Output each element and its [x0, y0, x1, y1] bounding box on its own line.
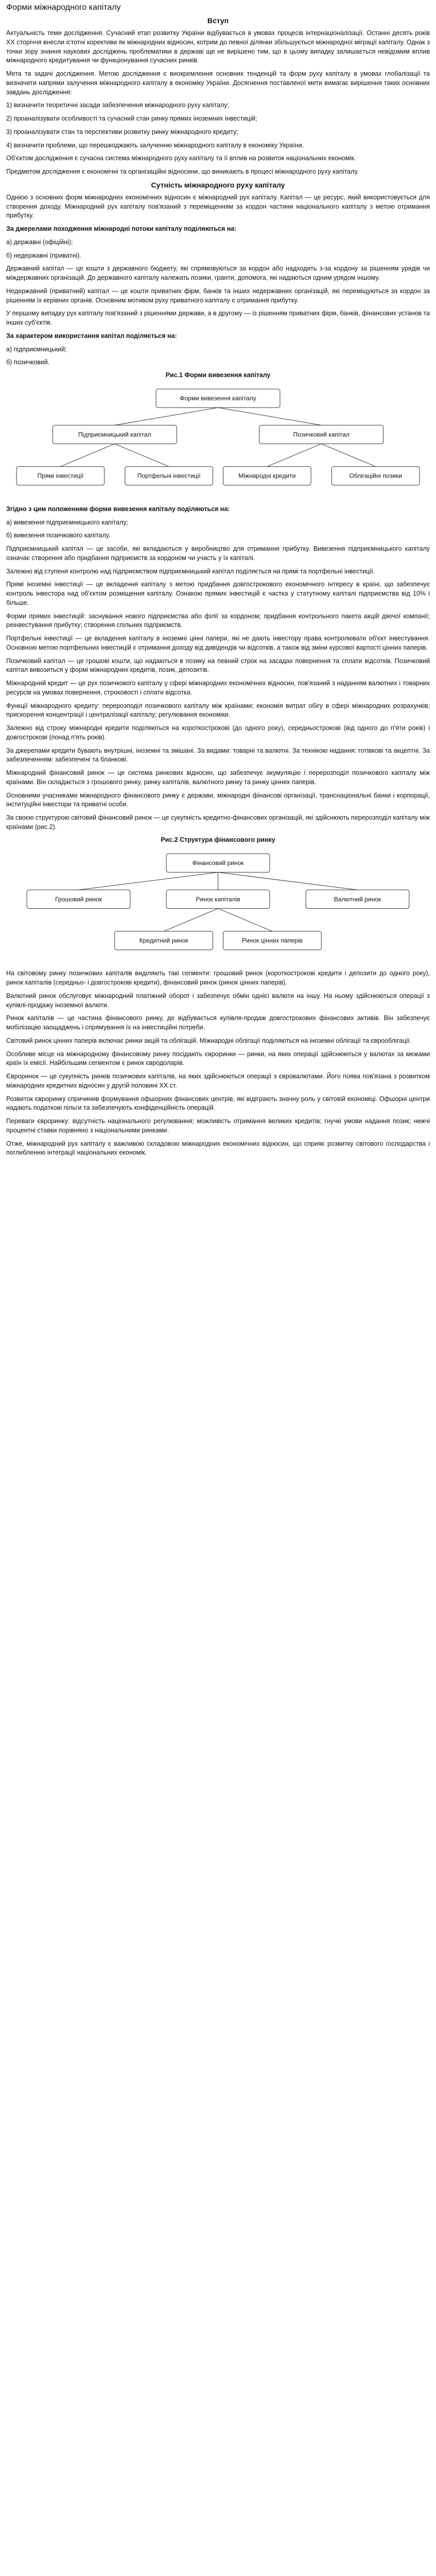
- middle-paragraph: За своєю структурою світовий фінансовий ринок — це сукупність кредитно-фінансових організацій, які здійснюють перерозподіл капіталу між країнами (рис.2).: [6, 814, 430, 831]
- fig2-level3-label: Кредитний ринок: [139, 937, 188, 944]
- fig1-right-label: Позичковий капітал: [293, 431, 350, 438]
- fig2-level3-label: Ринок цінних паперів: [241, 937, 303, 944]
- intro-list-item: 2) проаналізувати особливості та сучасний стан ринку прямих іноземних інвестицій;: [6, 115, 257, 122]
- intro-paragraph: Мета та задачі дослідження. Метою дослідження є виокремлення основних тенденцій та форм руху капіталу в умовах глобалізації та визначити напрями залучення міжнародного капіталу в економіку України. Досягнення поставленої мети вимагає вирішення таких основних завдань дослідження:: [6, 70, 430, 96]
- final-paragraph: Ринок капіталів — це частина фінансового ринку, де відбувається купівля-продаж довгострокових фінансових активів. Він забезпечує мобілізацію заощаджень і спрямування їх на інвестиційні потреби.: [6, 1014, 430, 1031]
- intro-list-item: 1) визначити теоретичні засади забезпечення міжнародного руху капіталу;: [6, 101, 230, 109]
- intro-heading: Вступ: [207, 16, 229, 25]
- final-paragraph: Переваги євроринку: відсутність національного регулювання; можливість отримання великих кредитів; гнучкі умови надання позик; нижчі процентні ставки порівняно з національними ринками.: [6, 1117, 430, 1134]
- intro-paragraph: Предметом дослідження є економічні та організаційні відносини, що виникають в процесі міжнародного руху капіталу.: [6, 168, 359, 175]
- fig1-top-label: Форми вивезення капіталу: [180, 395, 256, 402]
- middle-paragraph: Залежно від строку міжнародні кредити поділяються на короткострокові (до одного року), середньострокові (від одного до п'яти років) і довгострокові (понад п'ять років).: [6, 724, 430, 741]
- fig2-level2-label: Грошовий ринок: [55, 895, 102, 903]
- final-paragraph: На світовому ринку позичкових капіталів виділяють такі сегменти: грошовий ринок (короткострокові кредити і депозити до одного року), ринок капіталів (середньо- і довгострокові кредити), фінансовий ринок (ринок цінних паперів).: [6, 970, 430, 987]
- final-paragraph: Валютний ринок обслуговує міжнародний платіжний оборот і забезпечує обмін однієї валюти на іншу. На ньому здійснюються операції з купівлі-продажу іноземної валюти.: [6, 992, 430, 1009]
- intro-paragraph: Об'єктом дослідження є сучасна система міжнародного руху капіталу та її вплив на розвиток національних економік.: [6, 155, 356, 162]
- essence-paragraph: Однією з основних форм міжнародних економічних відносин є міжнародний рух капіталу. Капітал — це ресурс, який використовується для створення доходу. Міжнародний рух капіталу пов'язаний з переміщенням за кордон частини національного капіталу з метою отримання прибутку.: [6, 193, 430, 219]
- final-paragraph: Отже, міжнародний рух капіталу є важливою складовою міжнародних економічних відносин, що сприяє розвитку світового господарства і поглибленню інтеграції національних економік.: [6, 1140, 430, 1157]
- middle-section: [6, 505, 430, 832]
- final-paragraph: Особливе місце на міжнародному фінансовому ринку посідають євроринки — ринки, на яких операції здійснюються у валютах за межами країн їх емісії. Найбільшим сегментом є ринок євродоларів.: [6, 1050, 430, 1067]
- figure-2: [6, 849, 430, 962]
- final-paragraph: Світовий ринок цінних паперів включає ринки акцій та облігацій. Міжнародні облігації поділяються на іноземні облігації та єврооблігації.: [6, 1037, 411, 1044]
- fig2-level2-label: Ринок капіталів: [196, 895, 240, 903]
- middle-paragraph: Основними учасниками міжнародного фінансового ринку є держави, міжнародні фінансові організації, транснаціональні банки і корпорації, інституційні інвестори та приватні особи.: [6, 791, 430, 808]
- middle-paragraph: Згідно з цим положенням форми вивезення капіталу поділяються на:: [6, 505, 230, 513]
- essence-paragraph: За характером використання капітал поділяється на:: [6, 332, 177, 340]
- document: [0, 0, 436, 1172]
- intro-list-item: 3) проаналізувати стан та перспективи розвитку ринку міжнародного кредиту;: [6, 128, 238, 135]
- intro-list-item: 4) визначити проблеми, що перешкоджають залученню міжнародного капіталу в економіку України.: [6, 141, 304, 149]
- figure-2-caption: Рис.2 Структура фінансового ринку: [161, 836, 275, 843]
- essence-list-item: б) позичковий.: [6, 359, 50, 366]
- intro-paragraph: Актуальність теми дослідження. Сучасний етап розвитку України відбувається в умовах процесів інтернаціоналізації. Останні десять років ХХ сторіччя внесли істотні корективи як міжнародних відносин, котрим до певної ділянки збільшується міжнародної міграції капіталу. Однак з точки зору знання наукових досліджень проблематики в державі ще не вирішено тим, що в цьому випадку залишається невідомим вплив міжнародного кредитування чи функціонування сучасних ринків.: [6, 29, 430, 64]
- middle-paragraph: Підприємницький капітал — це засоби, які вкладаються у виробництво для отримання прибутку. Вивезення підприємницького капіталу означає створення або придбання підприємств за кордоном чи участь у їх капіталі.: [6, 545, 430, 562]
- final-section: [6, 969, 430, 1158]
- figure-1-caption: Рис.1 Форми вивезення капіталу: [165, 371, 271, 379]
- essence-paragraph: За джерелами походження міжнародні потоки капіталу поділяються на:: [6, 225, 237, 232]
- document-title: Форми міжнародного капіталу: [6, 3, 121, 12]
- essence-paragraph: Державний капітал — це кошти з державного бюджету, які спрямовуються за кордон або надходять з-за кордону за рішенням урядів чи міждержавних організацій. До державного капіталу належать позики, гранти, допомога, які надаються одним урядом іншому.: [6, 265, 430, 281]
- essence-list-item: а) державні (офіційні);: [6, 238, 73, 246]
- middle-paragraph: Позичковий капітал — це грошові кошти, що надаються в позику на певний строк на засадах повернення та сплати відсотків. Позичковий капітал вивозиться у формі міжнародних кредитів, позик, депозитів.: [6, 657, 430, 674]
- essence-section: [6, 193, 430, 367]
- middle-paragraph: Функції міжнародного кредиту: перерозподіл позичкового капіталу між країнами; економія витрат обігу в сфері міжнародних розрахунків; прискорення концентрації і централізації капіталу; регулювання економіки.: [6, 702, 430, 719]
- middle-paragraph: Залежно від ступеня контролю над підприємством підприємницький капітал поділяється на прямі та портфельні інвестиції.: [6, 567, 375, 575]
- figure-1: [6, 384, 430, 498]
- fig1-right-child-2-label: Облігаційні позики: [349, 472, 402, 480]
- essence-paragraph: У першому випадку рух капіталу пов'язаний з рішеннями держави, а в другому — із рішенням приватних фірм, банків, фінансових установ та інших суб'єктів.: [6, 310, 430, 326]
- middle-paragraph: Міжнародний фінансовий ринок — це система ринкових відносин, що забезпечує акумуляцію і перерозподіл позичкового капіталу між країнами. Він складається з грошового ринку, ринку капіталів, валютного ринку та ринку цінних паперів.: [6, 769, 430, 786]
- middle-paragraph: Портфельні інвестиції — це вкладення капіталу в іноземні цінні папери, які не дають інвестору права контролювати об'єкт інвестування. Основною метою портфельних інвестицій є отримання доходу від дивідендів чи відсотків, а також від зміни курсової вартості цінних паперів.: [6, 635, 430, 651]
- essence-list-item: б) недержавні (приватні).: [6, 251, 81, 259]
- essence-list-item: а) підприємницький;: [6, 345, 67, 353]
- essence-heading: Сутність міжнародного руху капіталу: [151, 180, 285, 189]
- fig1-left-label: Підприємницький капітал: [78, 431, 151, 438]
- figure-2-diagram: [6, 849, 430, 962]
- middle-list-item: б) вивезення позичкового капіталу.: [6, 532, 111, 539]
- essence-paragraph: Недержавний (приватний) капітал — це кошти приватних фірм, банків та інших недержавних організацій, які переміщуються за кордон за рішенням їх керівних органів. Основним мотивом руху приватного капіталу є отримання прибутку.: [6, 287, 430, 304]
- fig1-left-child-1-label: Прямі інвестиції: [37, 472, 84, 480]
- figure-1-diagram: [6, 384, 430, 498]
- fig2-top-label: Фінансовий ринок: [192, 859, 244, 867]
- middle-list-item: а) вивезення підприємницького капіталу;: [6, 518, 129, 526]
- final-paragraph: Розвиток євроринку спричинив формування офшорних фінансових центрів, які відіграють значну роль у світовій економіці. Офшорні центри надають податкові пільги та забезпечують конфіденційність операцій.: [6, 1095, 430, 1112]
- middle-paragraph: Форми прямих інвестицій: заснування нового підприємства або філії за кордоном; придбання контрольного пакета акцій діючої компанії; реінвестування прибутку; створення спільних підприємств.: [6, 612, 430, 629]
- fig2-level2-label: Валютний ринок: [334, 895, 381, 903]
- fig1-left-child-2-label: Портфельні інвестиції: [137, 472, 201, 480]
- fig1-right-child-1-label: Міжнародні кредити: [238, 472, 296, 480]
- middle-paragraph: Міжнародний кредит — це рух позичкового капіталу у сфері міжнародних економічних відносин, пов'язаний з наданням валютних і товарних ресурсів на умовах повернення, строковості і сплати відсотка.: [6, 680, 430, 696]
- intro-section: [6, 29, 430, 177]
- middle-paragraph: За джерелами кредити бувають внутрішні, іноземні та змішані. За видами: товарні та валютні. За технікою надання: готівкові та акцептні. За забезпеченням: забезпечені та бланкові.: [6, 747, 430, 764]
- middle-paragraph: Прямі іноземні інвестиції — це вкладення капіталу з метою придбання довгострокового економічного інтересу в країні, що забезпечує контроль інвестора над об'єктом розміщення капіталу. Ознакою прямих інвестицій є частка у статутному капіталі підприємства від 10% і більше.: [6, 581, 430, 606]
- final-paragraph: Євроринок — це сукупність ринків позичкових капіталів, на яких здійснюються операції з євровалютами. Його поява пов'язана з розвитком міжнародних кредитних відносин у другій половині ХХ ст.: [6, 1073, 430, 1089]
